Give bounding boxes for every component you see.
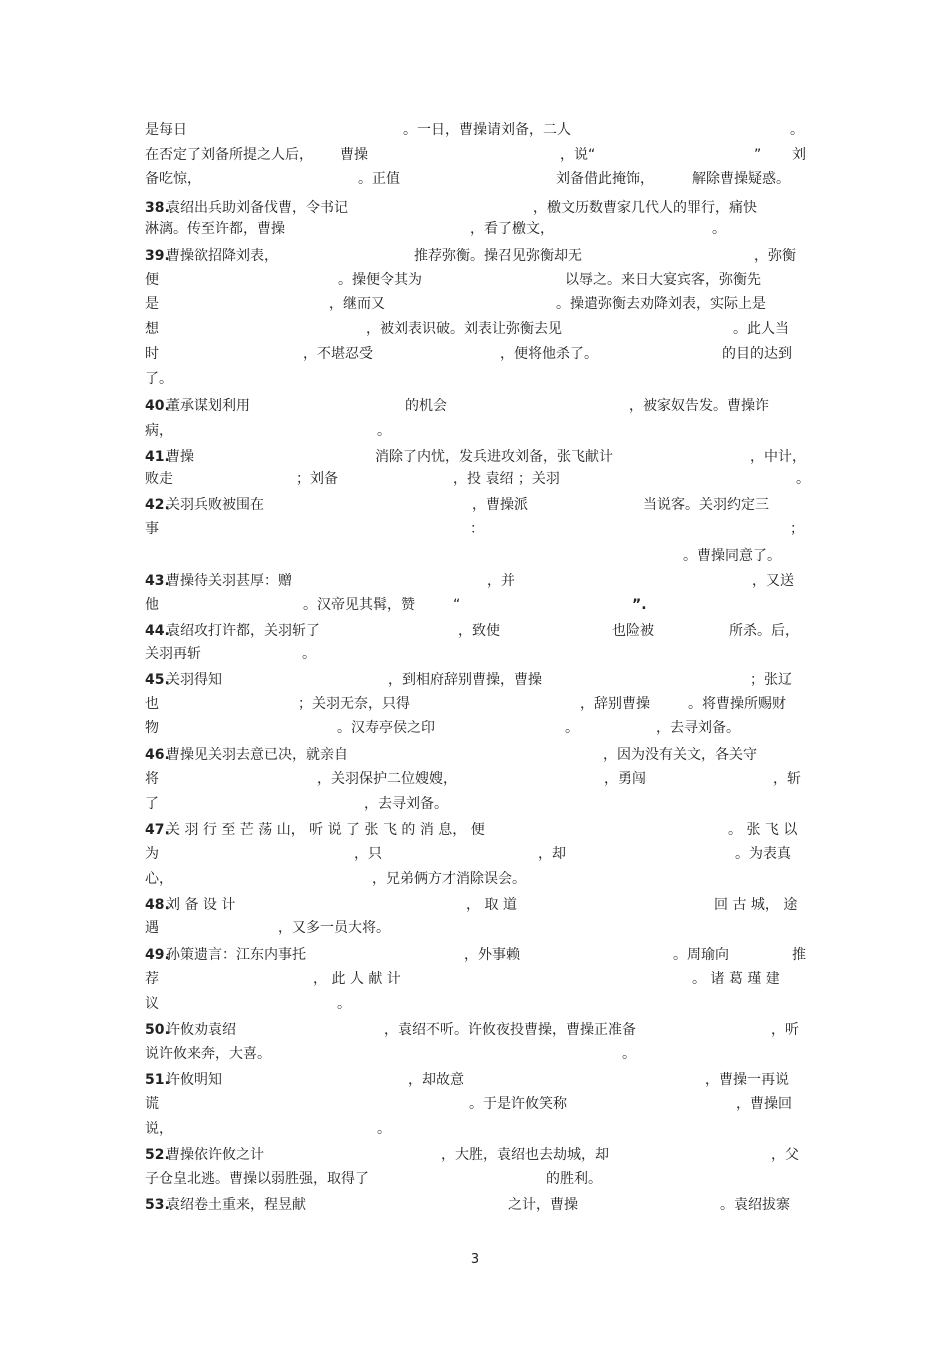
- text-fragment: 。: [790, 122, 804, 138]
- text-fragment: ，因为没有关文，各关守: [603, 747, 757, 763]
- text-fragment: ；刘备: [296, 471, 338, 487]
- text-fragment: 为: [145, 846, 159, 862]
- text-fragment: 刘: [792, 147, 806, 163]
- text-fragment: 。操遣弥衡去劝降刘表，实际上是: [556, 296, 766, 312]
- text-fragment: 。: [565, 720, 579, 736]
- text-fragment: ，辞别曹操: [580, 696, 650, 712]
- text-fragment: ， 此 人 献 计: [313, 971, 401, 987]
- text-fragment: 袁绍攻打许都，关羽斩了: [166, 623, 320, 639]
- text-fragment: ，父: [771, 1147, 799, 1163]
- text-fragment: 。汉帝见其髯，赞: [303, 597, 415, 613]
- text-fragment: ，听: [771, 1022, 799, 1038]
- text-fragment: ，被刘表识破。刘表让弥衡去见: [366, 321, 562, 337]
- text-fragment: ，去寻刘备。: [656, 720, 740, 736]
- text-fragment: 关 羽 行 至 芒 荡 山， 听 说 了 张 飞 的 消 息， 便: [166, 822, 485, 838]
- text-fragment: “: [453, 597, 461, 613]
- text-fragment: 关羽兵败被围在: [166, 497, 264, 513]
- text-fragment: ，弥衡: [754, 248, 796, 264]
- text-fragment: 。: [796, 471, 810, 487]
- text-fragment: 。周瑜向: [673, 947, 729, 963]
- text-fragment: 所杀。后，: [729, 623, 799, 639]
- item-number: 48.: [145, 897, 170, 913]
- text-fragment: ，又送: [752, 573, 794, 589]
- text-fragment: ”: [754, 147, 762, 163]
- text-fragment: 。 张 飞 以: [728, 822, 798, 838]
- text-fragment: 解除曹操疑惑。: [692, 171, 790, 187]
- text-fragment: 曹操: [166, 449, 194, 465]
- text-fragment: 。: [377, 1121, 391, 1137]
- text-fragment: 败走: [145, 471, 173, 487]
- text-fragment: ，大胜，袁绍也去劫城，却: [441, 1147, 609, 1163]
- item-number: 53.: [145, 1197, 170, 1213]
- text-fragment: 。正值: [358, 171, 400, 187]
- item-number: 39.: [145, 248, 170, 264]
- text-fragment: ，却: [538, 846, 566, 862]
- text-fragment: 荐: [145, 971, 159, 987]
- text-fragment: 当说客。关羽约定三: [643, 497, 769, 513]
- text-fragment: ，看了檄文，: [470, 221, 554, 237]
- text-fragment: 便: [145, 272, 159, 288]
- text-fragment: 曹操见关羽去意已决，就亲自: [166, 747, 348, 763]
- item-number: 44.: [145, 623, 170, 639]
- text-fragment: ，只: [354, 846, 382, 862]
- text-fragment: 了: [145, 796, 159, 812]
- text-fragment: ；关羽无奈，只得: [298, 696, 410, 712]
- text-fragment: ，继而又: [329, 296, 385, 312]
- text-fragment: 曹操待关羽甚厚：赠: [166, 573, 292, 589]
- text-fragment: 的机会: [405, 398, 447, 414]
- text-fragment: 刘备借此掩饰，: [556, 171, 654, 187]
- text-fragment: ，投 袁绍 ；关羽: [453, 471, 560, 487]
- text-fragment: 是每日: [145, 122, 187, 138]
- text-fragment: 说许攸来奔，大喜。: [145, 1046, 271, 1062]
- text-fragment: 他: [145, 597, 159, 613]
- text-fragment: 子仓皇北逃。曹操以弱胜强，取得了: [145, 1171, 369, 1187]
- text-fragment: 袁绍卷土重来，程昱献: [166, 1197, 306, 1213]
- text-fragment: ；张辽: [750, 672, 792, 688]
- item-number: 43.: [145, 573, 170, 589]
- text-fragment: ，兄弟俩方才消除误会。: [372, 871, 526, 887]
- text-fragment: ，又多一员大将。: [278, 920, 390, 936]
- text-fragment: 谎: [145, 1096, 159, 1112]
- text-fragment: 心，: [145, 871, 173, 887]
- text-fragment: ，中计，: [750, 449, 806, 465]
- text-fragment: 关羽得知: [166, 672, 222, 688]
- text-fragment: 议: [145, 996, 159, 1012]
- text-fragment: 是: [145, 296, 159, 312]
- text-fragment: ，不堪忍受: [303, 346, 373, 362]
- item-number: 47.: [145, 822, 170, 838]
- item-number: 41.: [145, 449, 170, 465]
- item-number: 45.: [145, 672, 170, 688]
- text-fragment: 刘 备 设 计: [166, 897, 236, 913]
- text-fragment: 许攸明知: [166, 1072, 222, 1088]
- text-fragment: 的胜利。: [546, 1171, 602, 1187]
- text-fragment: 也险被: [612, 623, 654, 639]
- text-fragment: 。 诸 葛 瑾 建: [692, 971, 780, 987]
- text-fragment: ，被家奴告发。曹操诈: [629, 398, 769, 414]
- text-fragment: 回 古 城， 途: [714, 897, 798, 913]
- text-fragment: 了。: [145, 371, 173, 387]
- text-fragment: 推: [792, 947, 806, 963]
- text-fragment: ，斩: [773, 771, 801, 787]
- text-fragment: 备吃惊，: [145, 171, 201, 187]
- text-fragment: ，曹操一再说: [705, 1072, 789, 1088]
- text-fragment: 孙策遗言：江东内事托: [166, 947, 306, 963]
- item-number: ”.: [632, 597, 647, 613]
- text-fragment: 将: [145, 771, 159, 787]
- text-fragment: ，袁绍不听。许攸夜投曹操，曹操正准备: [384, 1022, 636, 1038]
- text-fragment: 以辱之。来日大宴宾客，弥衡先: [565, 272, 761, 288]
- text-fragment: 曹操欲招降刘表，: [166, 248, 278, 264]
- text-fragment: 病，: [145, 423, 173, 439]
- text-fragment: ，到相府辞别曹操，曹操: [388, 672, 542, 688]
- text-fragment: 曹操依许攸之计: [166, 1147, 264, 1163]
- text-fragment: 。操便令其为: [338, 272, 422, 288]
- text-fragment: 说，: [145, 1121, 173, 1137]
- text-fragment: ， 取 道: [466, 897, 517, 913]
- item-number: 42.: [145, 497, 170, 513]
- item-number: 52.: [145, 1147, 170, 1163]
- text-fragment: 。一日，曹操请刘备，二人: [403, 122, 571, 138]
- text-fragment: 。袁绍拔寨: [720, 1197, 790, 1213]
- text-fragment: 消除了内忧，发兵进攻刘备，张飞献计: [375, 449, 613, 465]
- text-fragment: 。将曹操所赐财: [688, 696, 786, 712]
- item-number: 51.: [145, 1072, 170, 1088]
- text-fragment: 。: [622, 1046, 636, 1062]
- text-fragment: 在否定了刘备所提之人后，: [145, 147, 313, 163]
- text-fragment: 淋漓。传至许都，曹操: [145, 221, 285, 237]
- text-fragment: 。: [377, 423, 391, 439]
- text-fragment: 。: [712, 221, 726, 237]
- text-fragment: ，说“: [560, 147, 596, 163]
- text-fragment: ，并: [487, 573, 515, 589]
- text-fragment: ，便将他杀了。: [500, 346, 598, 362]
- text-fragment: 许攸劝袁绍: [166, 1022, 236, 1038]
- text-fragment: ，关羽保护二位嫂嫂，: [317, 771, 457, 787]
- text-fragment: 想: [145, 321, 159, 337]
- text-fragment: ，檄文历数曹家几代人的罪行，痛快: [533, 200, 757, 216]
- text-fragment: 的目的达到: [722, 346, 792, 362]
- text-fragment: 。于是许攸笑称: [469, 1096, 567, 1112]
- item-number: 49.: [145, 947, 170, 963]
- text-fragment: ，却故意: [408, 1072, 464, 1088]
- text-fragment: ，曹操派: [472, 497, 528, 513]
- text-fragment: 。为表真: [735, 846, 791, 862]
- text-fragment: ，外事赖: [464, 947, 520, 963]
- text-fragment: 时: [145, 346, 159, 362]
- text-fragment: ，勇闯: [604, 771, 646, 787]
- text-fragment: 推荐弥衡。操召见弥衡却无: [414, 248, 582, 264]
- text-fragment: ，曹操回: [736, 1096, 792, 1112]
- text-fragment: 之计，曹操: [508, 1197, 578, 1213]
- text-fragment: 遇: [145, 920, 159, 936]
- text-fragment: ，致使: [458, 623, 500, 639]
- item-number: 46.: [145, 747, 170, 763]
- item-number: 38.: [145, 200, 170, 216]
- text-fragment: ；: [790, 521, 804, 537]
- page-number: 3: [470, 1252, 480, 1267]
- text-fragment: 。曹操同意了。: [683, 548, 781, 564]
- text-fragment: 董承谋划利用: [166, 398, 250, 414]
- text-fragment: 。汉寿亭侯之印: [337, 720, 435, 736]
- item-number: 50.: [145, 1022, 170, 1038]
- text-fragment: 曹操: [340, 147, 368, 163]
- text-fragment: ：: [470, 521, 484, 537]
- text-fragment: 袁绍出兵助刘备伐曹，令书记: [166, 200, 348, 216]
- text-fragment: 。此人当: [733, 321, 789, 337]
- text-fragment: 事: [145, 521, 159, 537]
- text-fragment: 。: [337, 996, 351, 1012]
- text-fragment: 也: [145, 696, 159, 712]
- text-fragment: ，去寻刘备。: [364, 796, 448, 812]
- text-fragment: 关羽再斩: [145, 646, 201, 662]
- text-fragment: 。: [302, 646, 316, 662]
- text-fragment: 物: [145, 720, 159, 736]
- item-number: 40.: [145, 398, 170, 414]
